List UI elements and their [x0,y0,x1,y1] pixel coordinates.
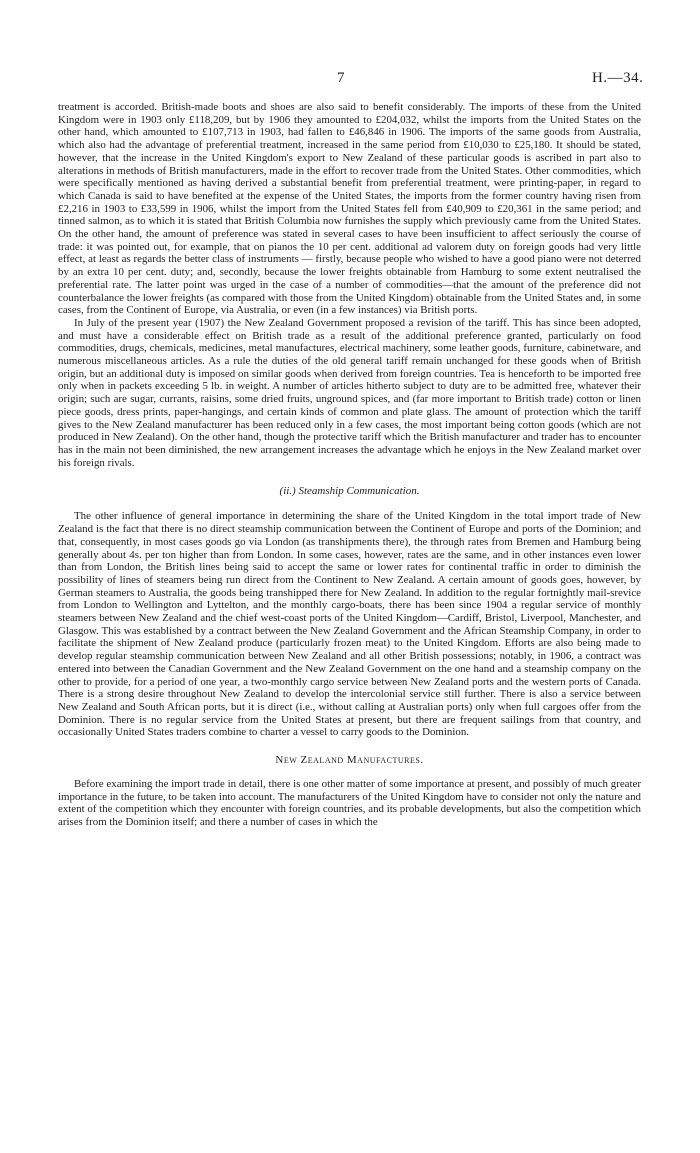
section-heading-steamship: (ii.) Steamship Communication. [279,485,420,498]
paragraph-manufactures: Before examining the import trade in detail, there is one other matter of some importance at present, and possibly of much greater importance in the future, to be taken into account. The manufacturers of the United Kingdom have to consider not only the nature and extent of the competition which they encounter with foreign countries, and its probable developments, but also the competition which arises from the Dominion itself; and there a number of cases in which the [58,778,641,829]
text-column [58,101,641,829]
page-number: 7 [337,70,345,86]
section-heading-manufactures: New Zealand Manufactures. [275,754,424,767]
paragraph-tariff-revision: In July of the present year (1907) the New Zealand Government proposed a revision of the tariff. This has since been adopted, and must have a considerable effect on British trade as a result of the additional preference granted, particularly on food commodities, drugs, chemicals, medicines, metal manufactures, electrical machinery, some leather goods, furniture, cabinetware, and numerous miscellaneous articles. As a rule the duties of the old general tariff remain unchanged for these goods when of British origin, but an additional duty is imposed on similar goods when derived from foreign countries. Tea is henceforth to be imported free only when in packets exceeding 5 lb. in weight. A number of articles hitherto subject to duty are to be admitted free, whatever their origin; such are sugar, currants, raisins, some dried fruits, unground spices, and (far more important to British trade) cotton or linen piece goods, dress prints, paper-hangings, and certain kinds of common and plate glass. The amount of protection which the tariff gives to the New Zealand manufacturer has been reduced only in a few cases, the most important being cotton goods (which are not produced in New Zealand). On the other hand, though the protective tariff which the British manufacturer and trader has to encounter has in the main not been diminished, the new arrangement increases the advantage which he enjoys in the New Zealand market over his foreign rivals. [58,316,641,469]
paragraph-steamship: The other influence of general importance in determining the share of the United Kingdom in the total import trade of New Zealand is the fact that there is no direct steamship communication between the Continent of Europe and ports of the Dominion; and that, consequently, in most cases goods go via London (as transhipments there), the through rates from Bremen and Hamburg being generally about 4s. per ton higher than from London. In some cases, however, rates are the same, and in other instances even lower than from London, the British lines being said to accept the same or lower rates for continental traffic in order to diminish the possibility of lines of steamers being run direct from the Continent to New Zealand. A certain amount of goods goes, however, by German steamers to Australia, the goods being transhipped there for New Zealand. In addition to the regular fortnightly mail-srevice from London to Wellington and Lyttelton, and the monthly cargo-boats, there has been since 1904 a regular service of monthly steamers between New Zealand and the chief west-coast ports of the United Kingdom—Cardiff, Bristol, Liverpool, Manchester, and Glasgow. This was established by a contract between the New Zealand Government and the African Steamship Company, in order to facilitate the shipment of New Zealand produce (particularly frozen meat) to the United Kingdom. Efforts are also being made to develop regular steamship communication between New Zealand and all other British possessions; notably, in 1906, a contract was entered into between the Canadian Government and the New Zealand Government on the one hand and a steamship company on the other to provide, for a period of one year, a two-monthly cargo service between New Zealand ports and the western ports of Canada. There is a strong desire throughout New Zealand to develop the intercolonial service still further. There is also a service between New Zealand and South African ports, but it is direct (i.e., without calling at Australian ports) only when full cargoes offer from the Dominion. There is no regular service from the United States at present, but there are frequent sailings from that country, and occasionally United States traders combine to charter a vessel to carry goods to the Dominion. [58,510,641,739]
document-reference: H.—34. [592,70,644,86]
paragraph-tariff-preference: treatment is accorded. British-made boots and shoes are also said to benefit considerably. The imports of these from the United Kingdom were in 1903 only £118,209, but by 1906 they amounted to £204,032, whilst the imports from the United States on the other hand, which amounted to £107,713 in 1903, had fallen to £46,846 in 1906. The imports of the same goods from Australia, which also had the advantage of preferential treatment, increased in the same period from £10,030 to £25,180. It should be stated, however, that the increase in the United Kingdom's export to New Zealand of these particular goods is ascribed in part also to alterations in methods of British manufacturers, made in the effort to recover trade from the United States. Other commodities, which were specifically mentioned as having derived a substantial benefit from preferential treatment, were printing-paper, in regard to which Canada is said to have benefited at the expense of the United States, the imports from the former country having risen from £2,216 in 1903 to £33,599 in 1906, whilst the import from the United States fell from £40,909 to £20,361 in the same period; and tinned salmon, as to which it is stated that British Columbia now furnishes the supply which previously came from the United States. On the other hand, the amount of preference was stated in several cases to have been insufficient to affect seriously the course of trade: it was pointed out, for example, that on pianos the 10 per cent. additional ad valorem duty on foreign goods had very little effect, at least as regards the better class of instruments — firstly, because people who wished to have a good piano were not deterred by an extra 10 per cent. duty; and, secondly, because the lower freights obtainable from Hamburg to some extent neutralised the preferential rate. The latter point was urged in the case of a number of commodities—that the amount of the preference did not counterbalance the lower freights (as compared with those from the United Kingdom) obtainable from the United States and, in some cases, from the Continent of Europe, via Australia, or even (in a few instances) via British ports. [58,101,641,317]
